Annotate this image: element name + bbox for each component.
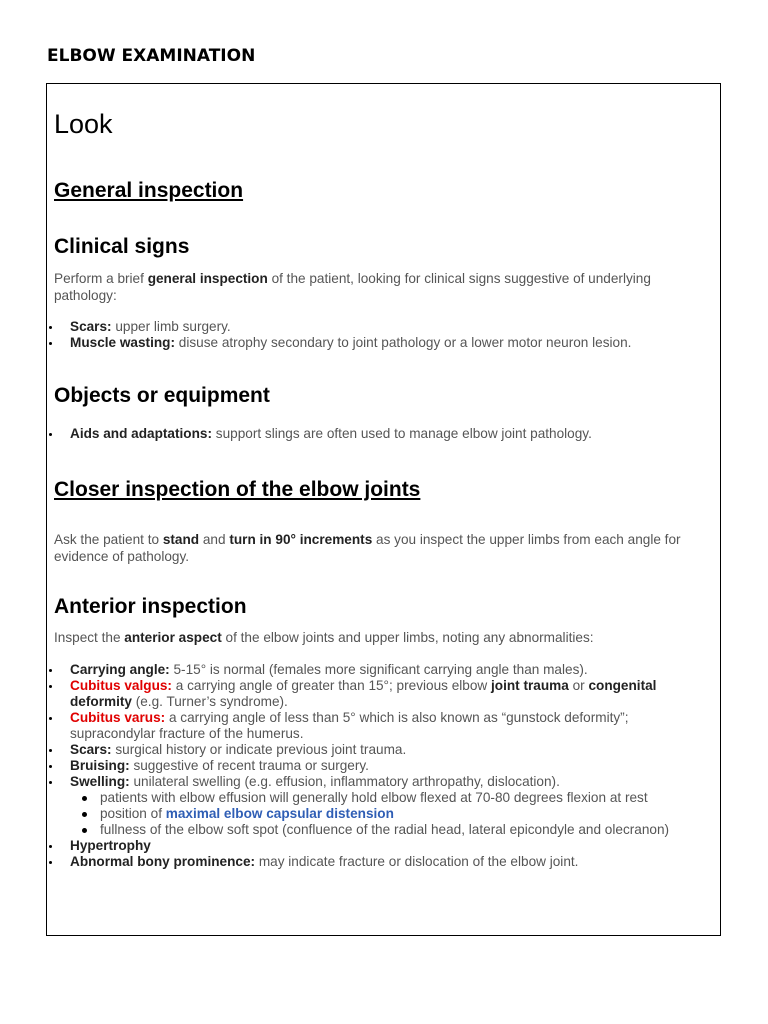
sub-item-text: patients with elbow effusion will generally hold elbow flexed at 70-80 degrees flexion at rest [100,790,648,805]
clinical-signs-intro [54,270,708,304]
item-text: 5-15° is normal (females more significant carrying angle than males). [169,662,588,677]
objects-list [47,426,708,442]
clinical-signs-list [47,319,708,351]
intro-bold: stand [162,532,200,547]
document-title: ELBOW EXAMINATION [47,46,256,66]
item-bold: joint trauma [491,678,569,693]
item-label: Carrying angle: [70,662,170,677]
item-text: (e.g. Turner’s syndrome). [131,694,288,709]
list-item [47,335,708,351]
swelling-sublist [70,790,708,838]
item-text: or [568,678,589,693]
intro-text: and [199,532,230,547]
list-item [47,838,708,854]
anterior-inspection-heading: Anterior inspection [54,595,247,618]
capsular-distension-link[interactable]: maximal elbow capsular distension [165,806,394,821]
item-label: Hypertrophy [70,838,151,853]
anterior-inspection-intro [54,629,708,646]
sub-item-text: fullness of the elbow soft spot (confluence of the radial head, lateral epicondyle and olecranon) [100,822,670,837]
item-text: a carrying angle of less than 5° which is also known as “gunstock deformity”; supracondylar fracture of the humerus. [70,710,629,741]
item-label: Cubitus valgus: [70,678,172,693]
item-text: support slings are often used to manage elbow joint pathology. [212,426,592,441]
intro-bold: anterior aspect [124,630,222,645]
general-inspection-heading: General inspection [54,179,244,202]
item-label: Scars: [70,742,112,757]
item-label: Scars: [70,319,112,334]
item-text: upper limb surgery. [111,319,231,334]
item-text: suggestive of recent trauma or surgery. [129,758,369,773]
sub-item-text: position of [100,806,166,821]
item-text: may indicate fracture or dislocation of the elbow joint. [255,854,579,869]
list-item [47,678,708,710]
list-item [47,662,708,678]
sub-list-item [70,790,708,806]
item-text: a carrying angle of greater than 15°; previous elbow [171,678,492,693]
list-item [47,319,708,335]
list-item [47,742,708,758]
clinical-signs-heading: Clinical signs [54,235,190,258]
list-item [47,774,708,838]
item-text: disuse atrophy secondary to joint pathology or a lower motor neuron lesion. [175,335,632,350]
list-item [47,758,708,774]
item-label: Abnormal bony prominence: [70,854,256,869]
item-bold: congenital deformity [70,678,657,709]
item-label: Cubitus varus: [70,710,166,725]
item-label: Bruising: [70,758,130,773]
closer-inspection-heading: Closer inspection of the elbow joints [54,478,421,501]
list-item [47,854,708,870]
anterior-list [47,662,708,870]
sub-list-item [70,806,708,822]
closer-inspection-intro [54,531,708,565]
intro-text: as you inspect the upper limbs from each angle for evidence of pathology. [54,532,681,564]
content-frame [46,83,721,936]
intro-text: Ask the patient to [54,532,163,547]
objects-heading: Objects or equipment [54,384,270,407]
look-heading: Look [54,109,113,139]
intro-bold: turn in 90° increments [229,532,373,547]
intro-text: Inspect the [54,630,125,645]
intro-bold: general inspection [147,271,268,286]
item-label: Swelling: [70,774,130,789]
intro-text: of the elbow joints and upper limbs, noting any abnormalities: [221,630,594,645]
intro-text: of the patient, looking for clinical signs suggestive of underlying pathology: [54,271,651,303]
list-item [47,710,708,742]
intro-text: Perform a brief [54,271,148,286]
item-label: Aids and adaptations: [70,426,212,441]
item-text: unilateral swelling (e.g. effusion, inflammatory arthropathy, dislocation). [129,774,560,789]
item-text: surgical history or indicate previous joint trauma. [111,742,407,757]
list-item [47,426,708,442]
sub-list-item [70,822,708,838]
item-label: Muscle wasting: [70,335,175,350]
